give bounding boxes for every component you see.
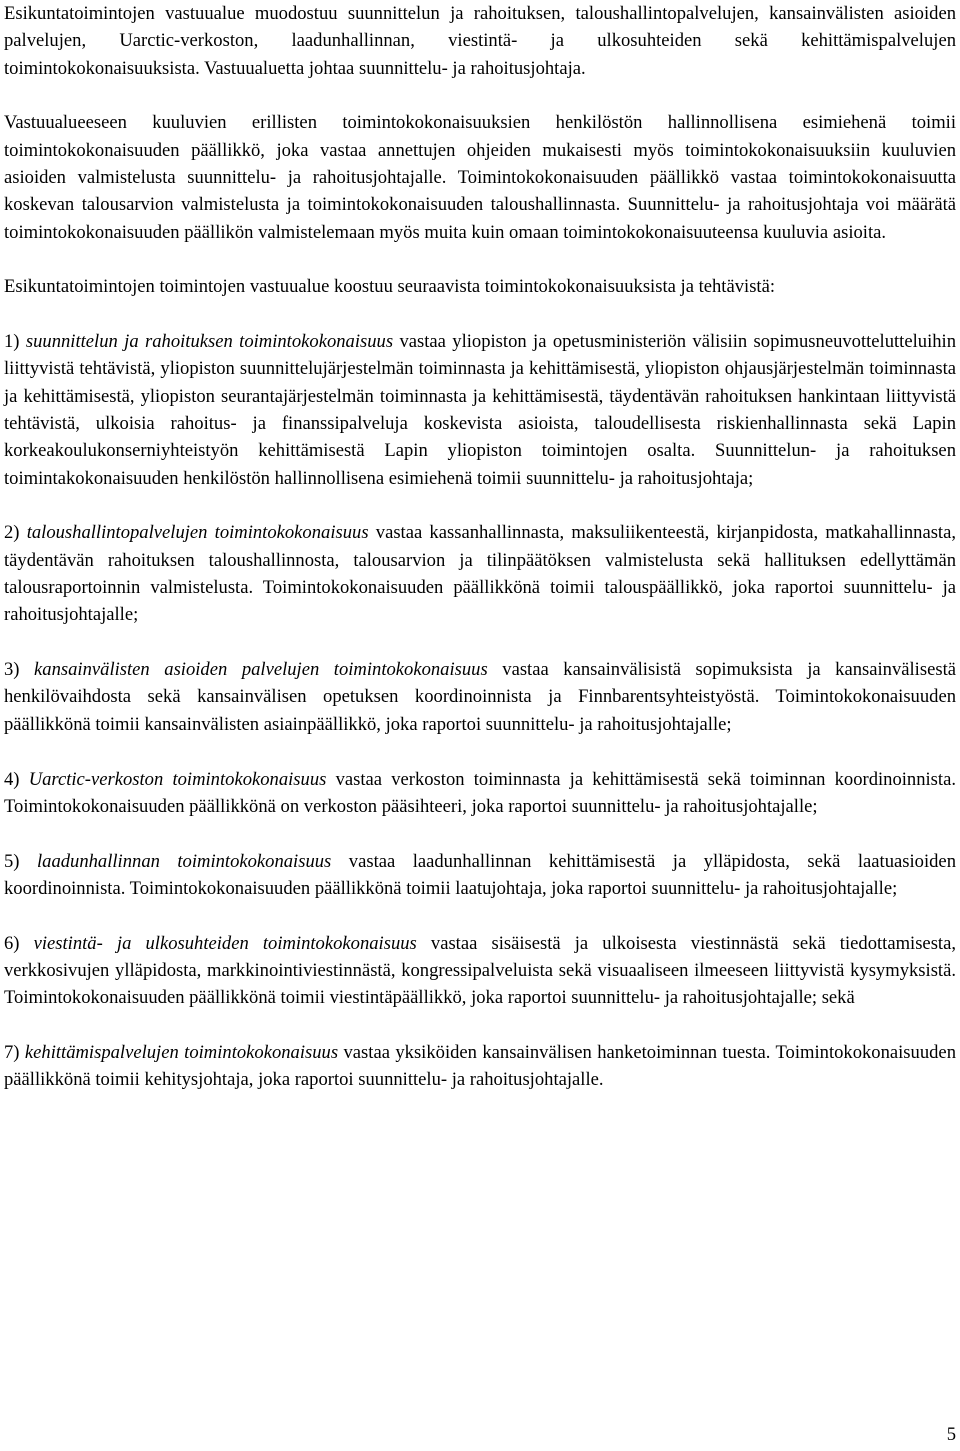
list-item [4,656,956,738]
item-title: Uarctic-verkoston toimintokokonaisuus [28,768,327,790]
item-text: vastaa verkoston toiminnasta ja kehittämisestä sekä toiminnan koordinoinnista. Toimintokokonaisuuden päällikkönä on verkoston pääsihteeri, joka raportoi suunnittelu- ja rahoitusjohtajalle; [4,768,956,817]
item-number: 5) [4,850,20,872]
intro-paragraph: Esikuntatoimintojen vastuualue muodostuu suunnittelun ja rahoituksen, taloushallintopalvelujen, kansainvälisten asioiden palvelujen, Uarctic-verkoston, laadunhallinnan, viestintä- ja ulkosuhteiden sekä kehittämispalvelujen toimintokokonaisuuksista. Vastuualuetta johtaa suunnittelu- ja rahoitusjohtaja. [4,3,956,79]
item-title: kansainvälisten asioiden palvelujen toimintokokonaisuus [34,659,488,681]
item-number: 2) [4,522,20,544]
item-number: 7) [4,1042,20,1064]
manager-paragraph: Vastuualueeseen kuuluvien erillisten toimintokokonaisuuksien henkilöstön hallinnollisena esimiehenä toimii toimintokokonaisuuden päällikkö, joka vastaa annettujen ohjeiden mukaisesti myös toimintokokonaisuuksiin kuuluvien asioiden valmistelusta suunnittelu- ja rahoitusjohtajalle. Toimintokokonaisuuden päällikkö vastaa toimintokokonaisuutta koskevan talousarvion valmistelusta ja toimintokokonaisuuden taloushallinnasta. Suunnittelu- ja rahoitusjohtaja voi määrätä toimintokokonaisuuden päällikön valmistelemaan myös muita kuin omaan toimintokokonaisuuteensa kuuluvia asioita. [4,112,956,243]
item-text: vastaa yksiköiden kansainvälisen hanketoiminnan tuesta. Toimintokokonaisuuden päällikkönä toimii kehitysjohtaja, joka raportoi suunnittelu- ja rahoitusjohtajalle. [4,1042,956,1091]
item-number: 4) [4,768,20,790]
list-item [4,766,956,821]
list-intro-paragraph: Esikuntatoimintojen toimintojen vastuualue koostuu seuraavista toimintokokonaisuuksista ja tehtävistä: [4,276,776,298]
item-text: vastaa yliopiston ja opetusministeriön välisiin sopimusneuvottelutteluihin liittyvistä tehtävistä, yliopiston suunnittelujärjestelmän toiminnasta ja kehittämisestä, yliopiston ohjausjärjestelmän toiminnasta ja kehittämisestä, yliopiston seurantajärjestelmän toiminnasta ja kehittämisestä, täydentävän rahoituksen hankintaan liittyvistä tehtävistä, ulkoisia rahoitus- ja finanssipalveluja koskevista asioista, taloudellisesta riskienhallinnasta sekä Lapin korkeakoulukonserniyhteistyön kehittämisestä Lapin yliopiston toimintojen osalta. Suunnittelun- ja rahoituksen toimintakokonaisuuden henkilöstön hallinnollisena esimiehenä toimii suunnittelu- ja rahoitusjohtaja; [4,331,956,489]
list-item [4,328,956,492]
item-title: viestintä- ja ulkosuhteiden toimintokokonaisuus [33,932,417,954]
item-title: taloushallintopalvelujen toimintokokonaisuus [26,522,369,544]
document-page [4,0,956,1121]
list-item [4,1039,956,1094]
item-text: vastaa kansainvälisistä sopimuksista ja kansainvälisestä henkilövaihdosta sekä kansainvälisen opetuksen koordinoinnista ja Finnbarentsyhteistyöstä. Toimintokokonaisuuden päällikkönä toimii kansainvälisten asiainpäällikkö, joka raportoi suunnittelu- ja rahoitusjohtajalle; [4,659,956,735]
item-title: suunnittelun ja rahoituksen toimintokokonaisuus [25,331,394,353]
page-number: 5 [946,1424,956,1445]
item-text: vastaa laadunhallinnan kehittämisestä ja ylläpidosta, sekä laatuasioiden koordinoinnista. Toimintokokonaisuuden päällikkönä toimii laatujohtaja, joka raportoi suunnittelu- ja rahoitusjohtajalle; [4,850,956,899]
item-text: vastaa kassanhallinnasta, maksuliikenteestä, kirjanpidosta, matkahallinnasta, täydentävän rahoituksen taloushallinnosta, talousarvion ja tilinpäätöksen valmistelusta sekä hallituksen edellyttämän talousraportoinnin valmistelusta. Toimintokokonaisuuden päällikkönä toimii talouspäällikkö, joka raportoi suunnittelu- ja rahoitusjohtajalle; [4,522,956,626]
item-number: 6) [4,932,20,954]
item-number: 1) [4,331,20,353]
list-item [4,848,956,903]
item-number: 3) [4,659,20,681]
list-item [4,930,956,1012]
item-title: kehittämispalvelujen toimintokokonaisuus [24,1042,339,1064]
item-title: laadunhallinnan toimintokokonaisuus [36,850,332,872]
list-item [4,519,956,628]
item-text: vastaa sisäisestä ja ulkoisesta viestinnästä sekä tiedottamisesta, verkkosivujen ylläpidosta, markkinointiviestinnästä, kongressipalveluista sekä visuaaliseen ilmeeseen liittyvistä kysymyksistä. Toimintokokonaisuuden päällikkönä toimii viestintäpäällikkö, joka raportoi suunnittelu- ja rahoitusjohtajalle; sekä [4,932,956,1009]
